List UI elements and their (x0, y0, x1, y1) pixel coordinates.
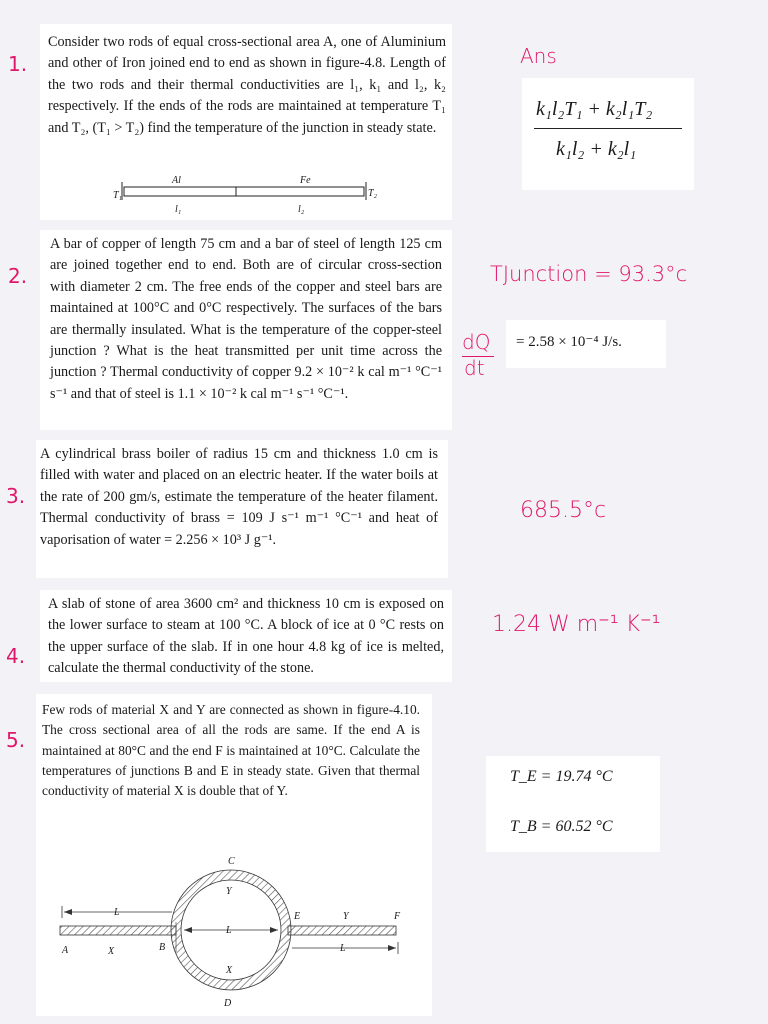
fig5-label-l-mid: L (226, 925, 232, 936)
fig5-label-l-left: L (114, 907, 120, 918)
rod-al (124, 187, 236, 196)
rod-ef (288, 926, 396, 935)
question-1-text: Consider two rods of equal cross-sectional area A, one of Aluminium and other of Iron joined end to end as shown in figure-4.8. Length of the two rods and their thermal conductivities are l₁, k₁ and l₂, k₂ respectively. If the ends of the rods are maintained at temperature T₁ and T₂, (T₁ > T₂) find the temperature of the junction in steady state. (48, 34, 446, 136)
answer-3: 685.5°c (520, 498, 607, 523)
fig1-al-label: Al (172, 175, 181, 186)
answer-4: 1.24 W m⁻¹ K⁻¹ (492, 612, 661, 637)
answer-2-rate: = 2.58 × 10⁻⁴ J/s. (516, 334, 622, 350)
answer-2-dt: dt (464, 356, 485, 380)
fig5-label-a: A (62, 945, 69, 956)
answer-1-fraction-line (534, 128, 682, 129)
fig5-label-l-right: L (340, 943, 346, 954)
question-3-number: 3. (6, 484, 26, 508)
figure-4-10 (56, 854, 416, 1020)
answer-1-denominator: k₁l₂ + k₂l₁ (556, 138, 637, 160)
question-4-number: 4. (6, 644, 26, 668)
answer-1-numerator: k₁l₂T₁ + k₂l₁T₂ (536, 98, 653, 120)
fig5-label-f: F (394, 911, 401, 922)
answer-5-box (486, 756, 660, 852)
answer-5-te: T_E = 19.74 °C (510, 768, 613, 785)
fig5-label-e: E (294, 911, 301, 922)
answer-label: Ans (520, 44, 557, 68)
question-3-text: A cylindrical brass boiler of radius 15 cm and thickness 1.0 cm is filled with water and placed on an electric heater. If the water boils at the rate of 200 gm/s, estimate the temperature of the heater filament. Thermal conductivity of brass = 109 J s⁻¹ m⁻¹ °C⁻¹ and heat of vaporisation of water = 2.256 × 10³ J g⁻¹. (40, 446, 438, 548)
rod-ab (60, 926, 176, 935)
fig1-t2-label: T₂ (368, 188, 378, 199)
fig1-t1-label: T₁ (113, 190, 123, 201)
rod-fe (236, 187, 364, 196)
answer-1-box (522, 78, 694, 190)
fig5-label-x-left: X (108, 946, 115, 957)
question-5-text: Few rods of material X and Y are connected as shown in figure-4.10. The cross sectional area of all the rods are same. If the end A is maintained at 80°C and the end F is maintained at 10°C. Calculate the temperatures of junctions B and E in steady state. Given that thermal conductivity of material X is double that of Y. (42, 702, 420, 799)
question-4-text: A slab of stone of area 3600 cm² and thickness 10 cm is exposed on the lower surface to steam at 100 °C. A block of ice at 0 °C rests on the upper surface of the slab. If in one hour 4.8 kg of ice is melted, calculate the thermal conductivity of the stone. (48, 596, 444, 677)
fig1-l1-label: l₁ (175, 204, 182, 215)
fig5-label-x-bottom: X (226, 965, 233, 976)
question-2-text: A bar of copper of length 75 cm and a bar of steel of length 125 cm are joined together end to end. Both are of circular cross-section with diameter 2 cm. The free ends of the copper and steel bars are maintained at 100°C and 0°C respectively. The surfaces of the bars are thermally insulated. What is the temperature of the copper-steel junction ? What is the heat transmitted per unit time across the junction ? Thermal conductivity of copper 9.2 × 10⁻² k cal m⁻¹ °C⁻¹ s⁻¹ and that of steel is 1.1 × 10⁻² k cal m⁻¹ s⁻¹ °C⁻¹. (50, 236, 442, 402)
question-2-number: 2. (8, 264, 28, 288)
fig1-l2-label: l₂ (298, 204, 305, 215)
fig5-label-y-top: Y (226, 886, 232, 897)
answer-2-junction: TJunction = 93.3°c (490, 262, 688, 286)
figure-4-8 (110, 172, 390, 218)
fig5-label-d: D (224, 998, 232, 1009)
answer-2-rate-box (506, 320, 666, 368)
fig1-fe-label: Fe (300, 175, 311, 186)
fig5-label-y-right: Y (343, 911, 349, 922)
fig5-label-c: C (228, 856, 235, 867)
fig5-label-b: B (159, 942, 166, 953)
question-1-number: 1. (8, 52, 28, 76)
answer-2-dq: dQ (462, 330, 491, 354)
answer-5-tb: T_B = 60.52 °C (510, 818, 613, 835)
question-5-number: 5. (6, 728, 26, 752)
